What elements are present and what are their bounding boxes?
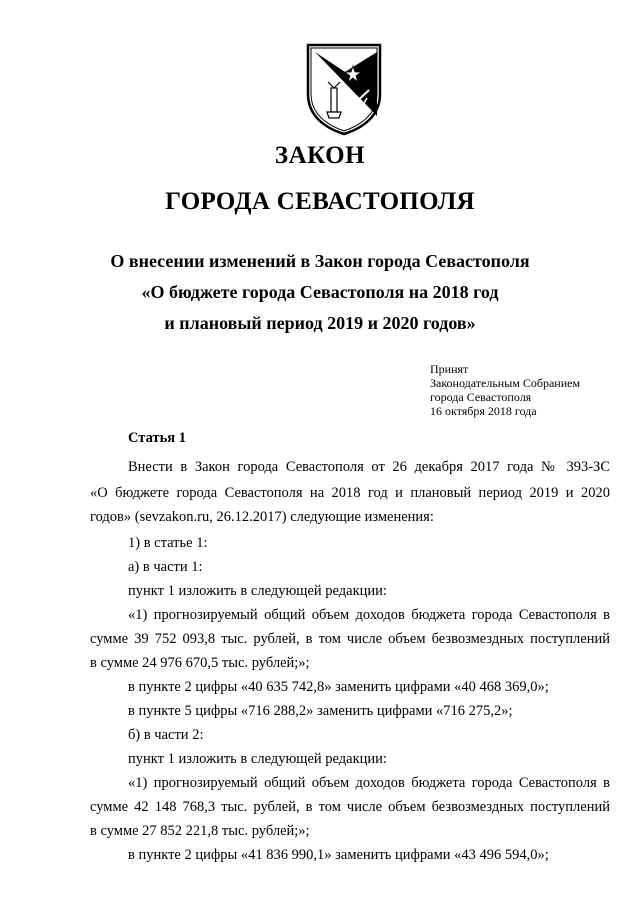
quote-line: «1) прогнозируемый общий объем доходов бюджета города Севастополя в: [128, 607, 610, 623]
adoption-date: 16 октября 2018 года: [430, 404, 537, 418]
law-subtitle-line3: и плановый период 2019 и 2020 годов»: [164, 313, 476, 333]
quote-line: сумме 42 148 768,3 тыс. рублей, в том числе объем безвозмездных поступлений: [90, 799, 610, 815]
body-line: пункт 1 изложить в следующей редакции:: [128, 751, 387, 767]
body-line: в пункте 2 цифры «40 635 742,8» заменить цифрами «40 468 369,0»;: [128, 679, 549, 695]
article-heading: Статья 1: [128, 430, 186, 446]
body-line: пункт 1 изложить в следующей редакции:: [128, 583, 387, 599]
body-line: годов» (sevzakon.ru, 26.12.2017) следующие изменения:: [90, 509, 434, 525]
adoption-line: Законодательным Собранием: [430, 376, 581, 390]
adoption-info: [430, 362, 580, 418]
list-item: б) в части 2:: [128, 727, 204, 743]
law-city-title: ГОРОДА СЕВАСТОПОЛЯ: [165, 188, 475, 215]
adoption-line: города Севастополя: [430, 390, 532, 404]
law-title: ЗАКОН: [274, 142, 366, 169]
list-item: а) в части 1:: [128, 559, 203, 575]
law-subtitle-line2: «О бюджете города Севастополя на 2018 год: [141, 282, 499, 302]
body-line: «О бюджете города Севастополя на 2018 год и плановый период 2019 и 2020: [90, 485, 610, 501]
quote-line: «1) прогнозируемый общий объем доходов бюджета города Севастополя в: [128, 775, 610, 791]
coat-of-arms-icon: [305, 42, 383, 136]
body-line: Внести в Закон города Севастополя от 26 декабря 2017 года № 393-ЗС: [128, 459, 610, 475]
body-line: в пункте 5 цифры «716 288,2» заменить цифрами «716 275,2»;: [128, 703, 513, 719]
quote-line: в сумме 27 852 221,8 тыс. рублей;»;: [90, 823, 310, 839]
quote-line: в сумме 24 976 670,5 тыс. рублей;»;: [90, 655, 310, 671]
quote-line: сумме 39 752 093,8 тыс. рублей, в том числе объем безвозмездных поступлений: [90, 631, 610, 647]
adoption-line: Принят: [430, 362, 469, 376]
list-item: 1) в статье 1:: [128, 535, 208, 551]
law-subtitle-line1: О внесении изменений в Закон города Севастополя: [110, 251, 530, 271]
body-line: в пункте 2 цифры «41 836 990,1» заменить цифрами «43 496 594,0»;: [128, 847, 549, 863]
